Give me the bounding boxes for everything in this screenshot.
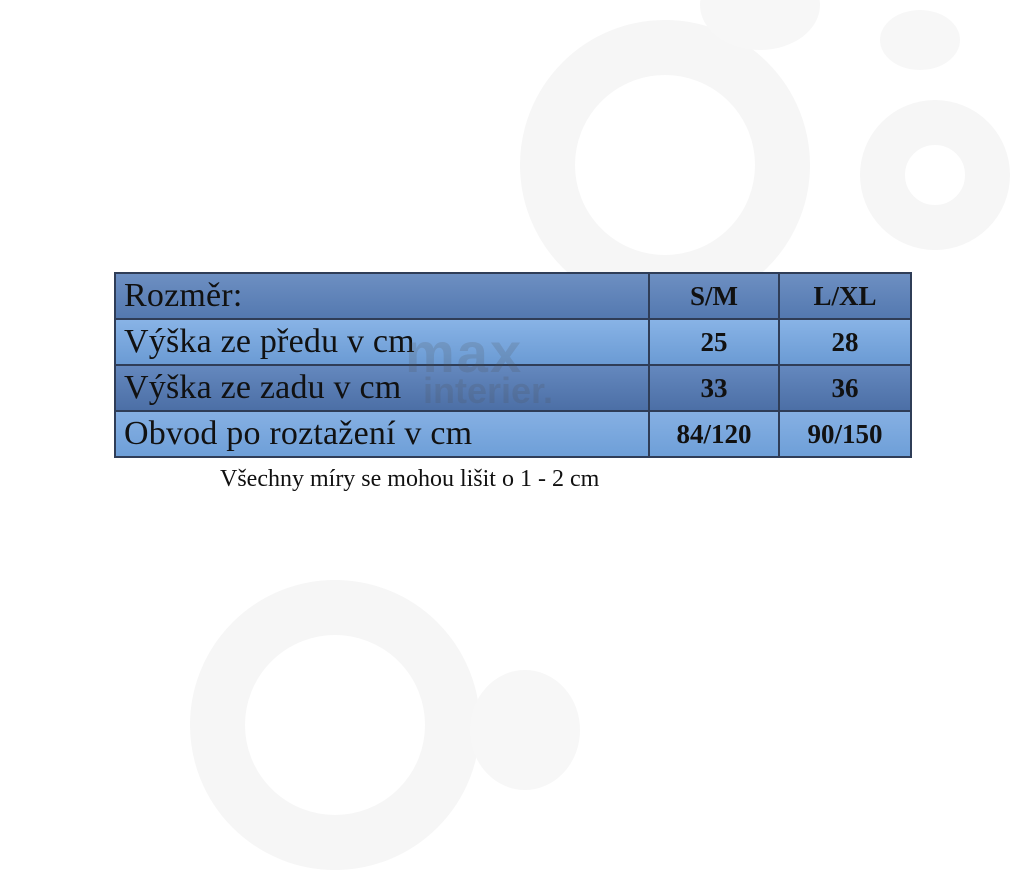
value-sm: 33 bbox=[649, 365, 779, 411]
watermark-ring-bottom bbox=[190, 580, 480, 870]
value-lxl: 90/150 bbox=[779, 411, 911, 457]
row-label: Výška ze zadu v cm bbox=[115, 365, 649, 411]
value-sm: 84/120 bbox=[649, 411, 779, 457]
row-label: Obvod po roztažení v cm bbox=[115, 411, 649, 457]
measurement-note: Všechny míry se mohou lišit o 1 - 2 cm bbox=[220, 466, 600, 492]
table-row bbox=[115, 411, 911, 457]
value-lxl: 36 bbox=[779, 365, 911, 411]
watermark-blob bbox=[470, 670, 580, 790]
watermark-blob bbox=[880, 10, 960, 70]
header-label: Rozměr: bbox=[115, 273, 649, 319]
table-row bbox=[115, 365, 911, 411]
size-table bbox=[114, 272, 912, 458]
table-header-row bbox=[115, 273, 911, 319]
row-label: Výška ze předu v cm bbox=[115, 319, 649, 365]
watermark-ring-small bbox=[860, 100, 1010, 250]
size-header-lxl: L/XL bbox=[779, 273, 911, 319]
value-lxl: 28 bbox=[779, 319, 911, 365]
table-row bbox=[115, 319, 911, 365]
watermark-ring-top bbox=[520, 20, 810, 310]
value-sm: 25 bbox=[649, 319, 779, 365]
size-header-sm: S/M bbox=[649, 273, 779, 319]
